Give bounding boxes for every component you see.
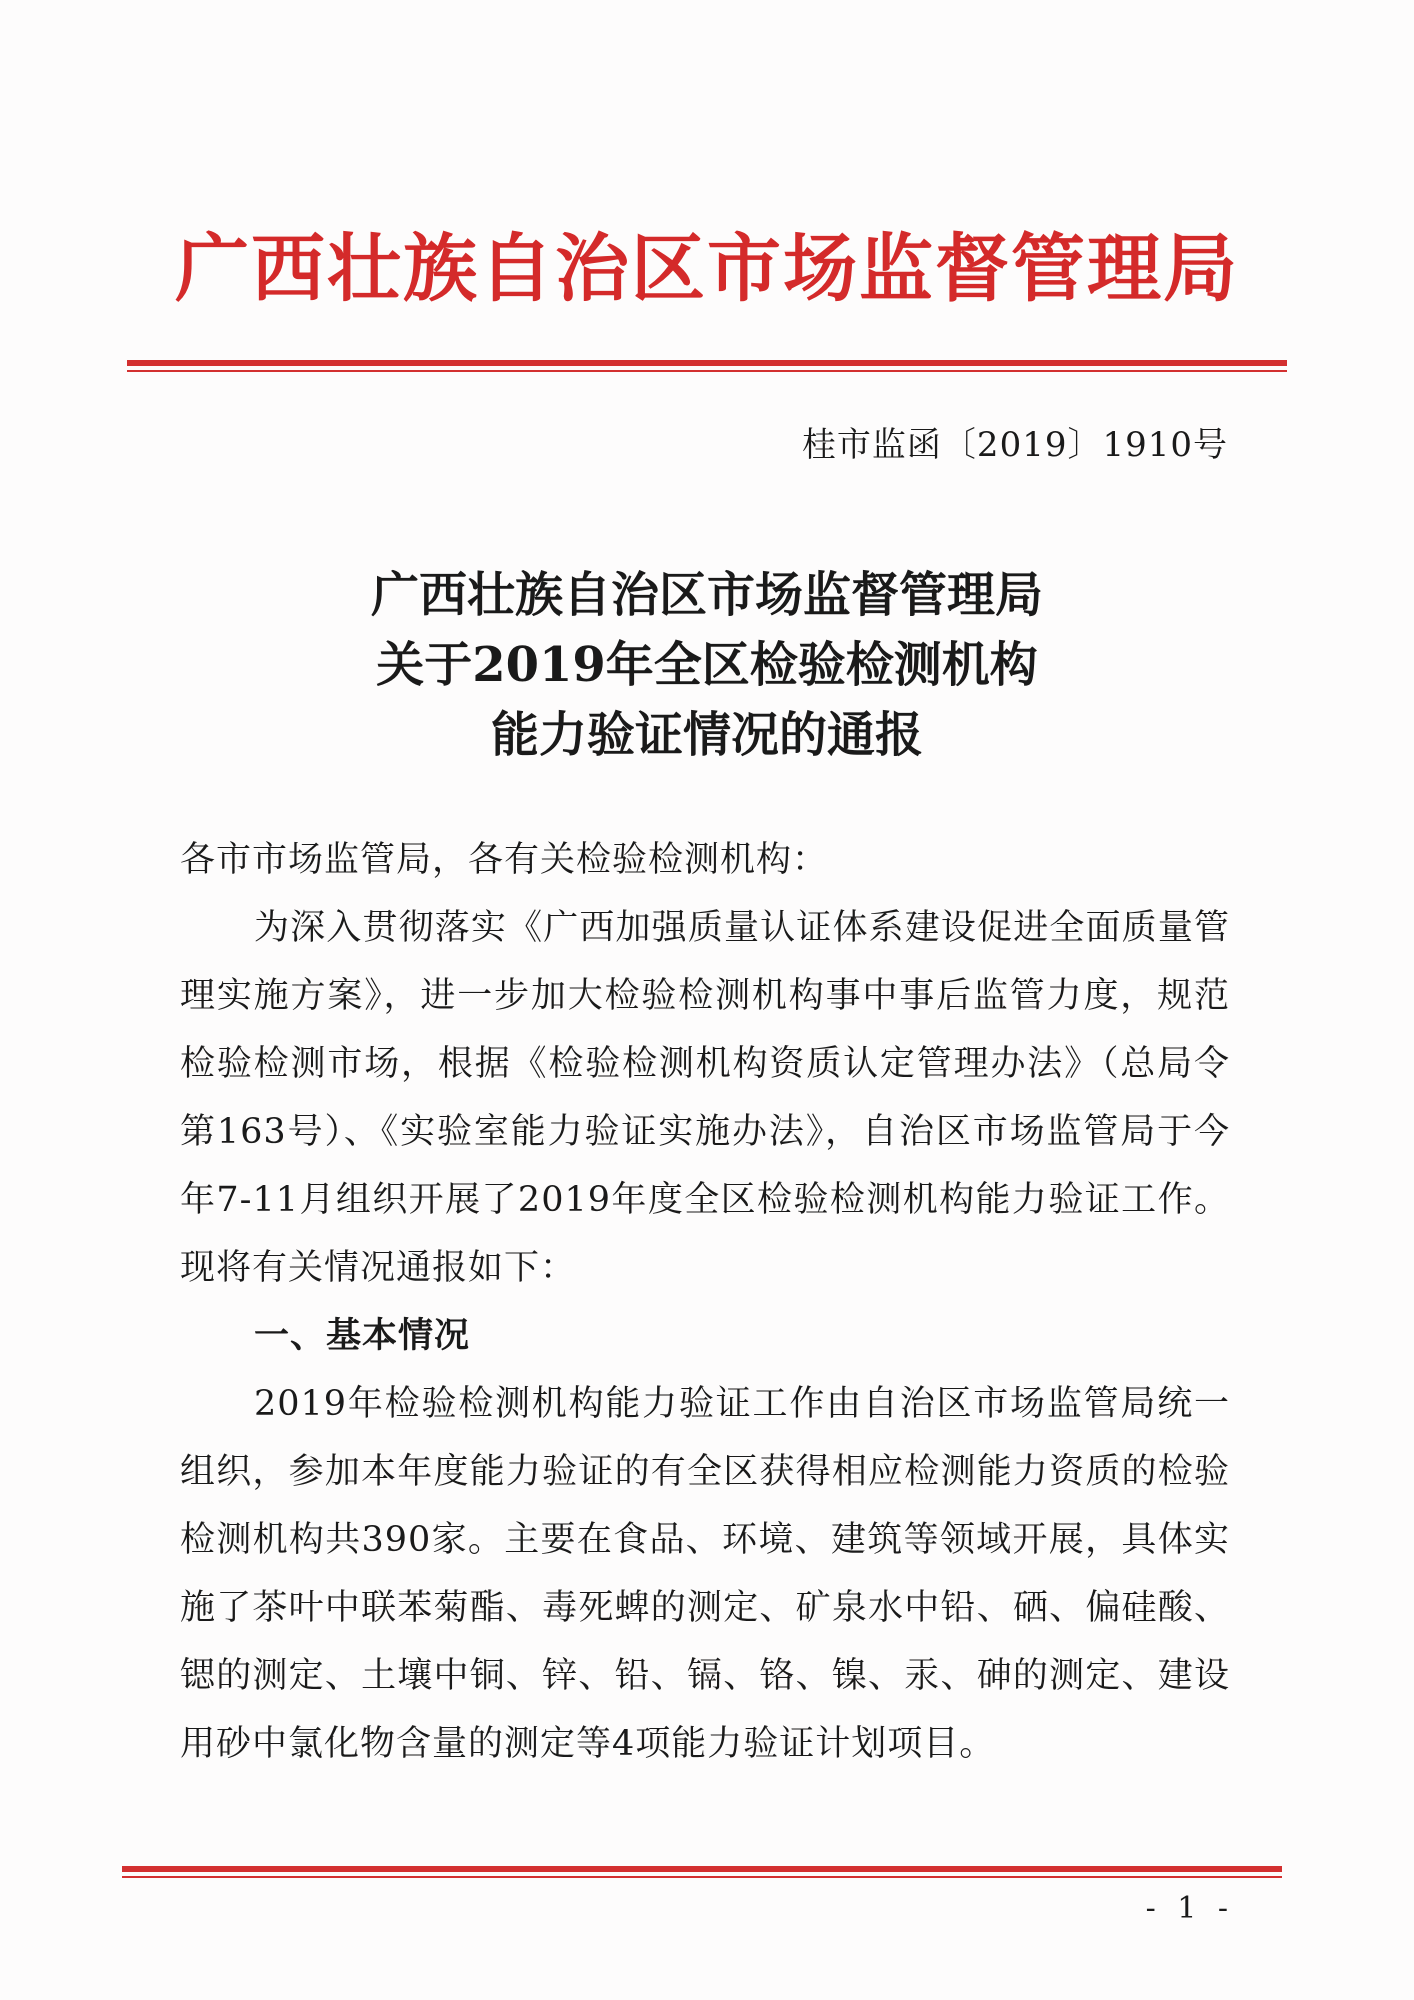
issuer-masthead: 广西壮族自治区市场监督管理局 <box>175 226 1239 312</box>
bottom-red-rule-thin <box>122 1876 1282 1878</box>
top-red-rule-thin <box>127 370 1287 372</box>
document-number: 桂市监函〔2019〕1910号 <box>801 425 1228 465</box>
page-number: - 1 - <box>1145 1891 1234 1926</box>
bottom-red-rule <box>122 1866 1282 1872</box>
salutation: 各市市场监管局，各有关检验检测机构： <box>180 840 829 880</box>
title-line-2: 关于2019年全区检验检测机构 <box>376 637 1038 693</box>
title-line-1: 广西壮族自治区市场监督管理局 <box>370 567 1043 623</box>
title-line-3: 能力验证情况的通报 <box>490 707 923 763</box>
top-red-rule <box>127 360 1287 366</box>
paragraph-intro: 为深入贯彻落实《广西加强质量认证体系建设促进全面质量管理实施方案》，进一步加大检验检测机构事中事后监管力度，规范检验检测市场，根据《检验检测机构资质认定管理办法》（总局令第163号）、《实验室能力验证实施办法》，自治区市场监管局于今年7-11月组织开展了2019年度全区检验检测机构能力验证工作。现将有关情况通报如下： <box>180 908 1230 1288</box>
section-heading-basic-info: 一、基本情况 <box>254 1316 471 1356</box>
document-title <box>0 560 1414 770</box>
paragraph-basic-info: 2019年检验检测机构能力验证工作由自治区市场监管局统一组织，参加本年度能力验证的有全区获得相应检测能力资质的检验检测机构共390家。主要在食品、环境、建筑等领域开展，具体实施了茶叶中联苯菊酯、毒死蜱的测定、矿泉水中铅、硒、偏硅酸、锶的测定、土壤中铜、锌、铅、镉、铬、镍、汞、砷的测定、建设用砂中氯化物含量的测定等4项能力验证计划项目。 <box>180 1384 1230 1764</box>
document-body <box>180 826 1230 1778</box>
